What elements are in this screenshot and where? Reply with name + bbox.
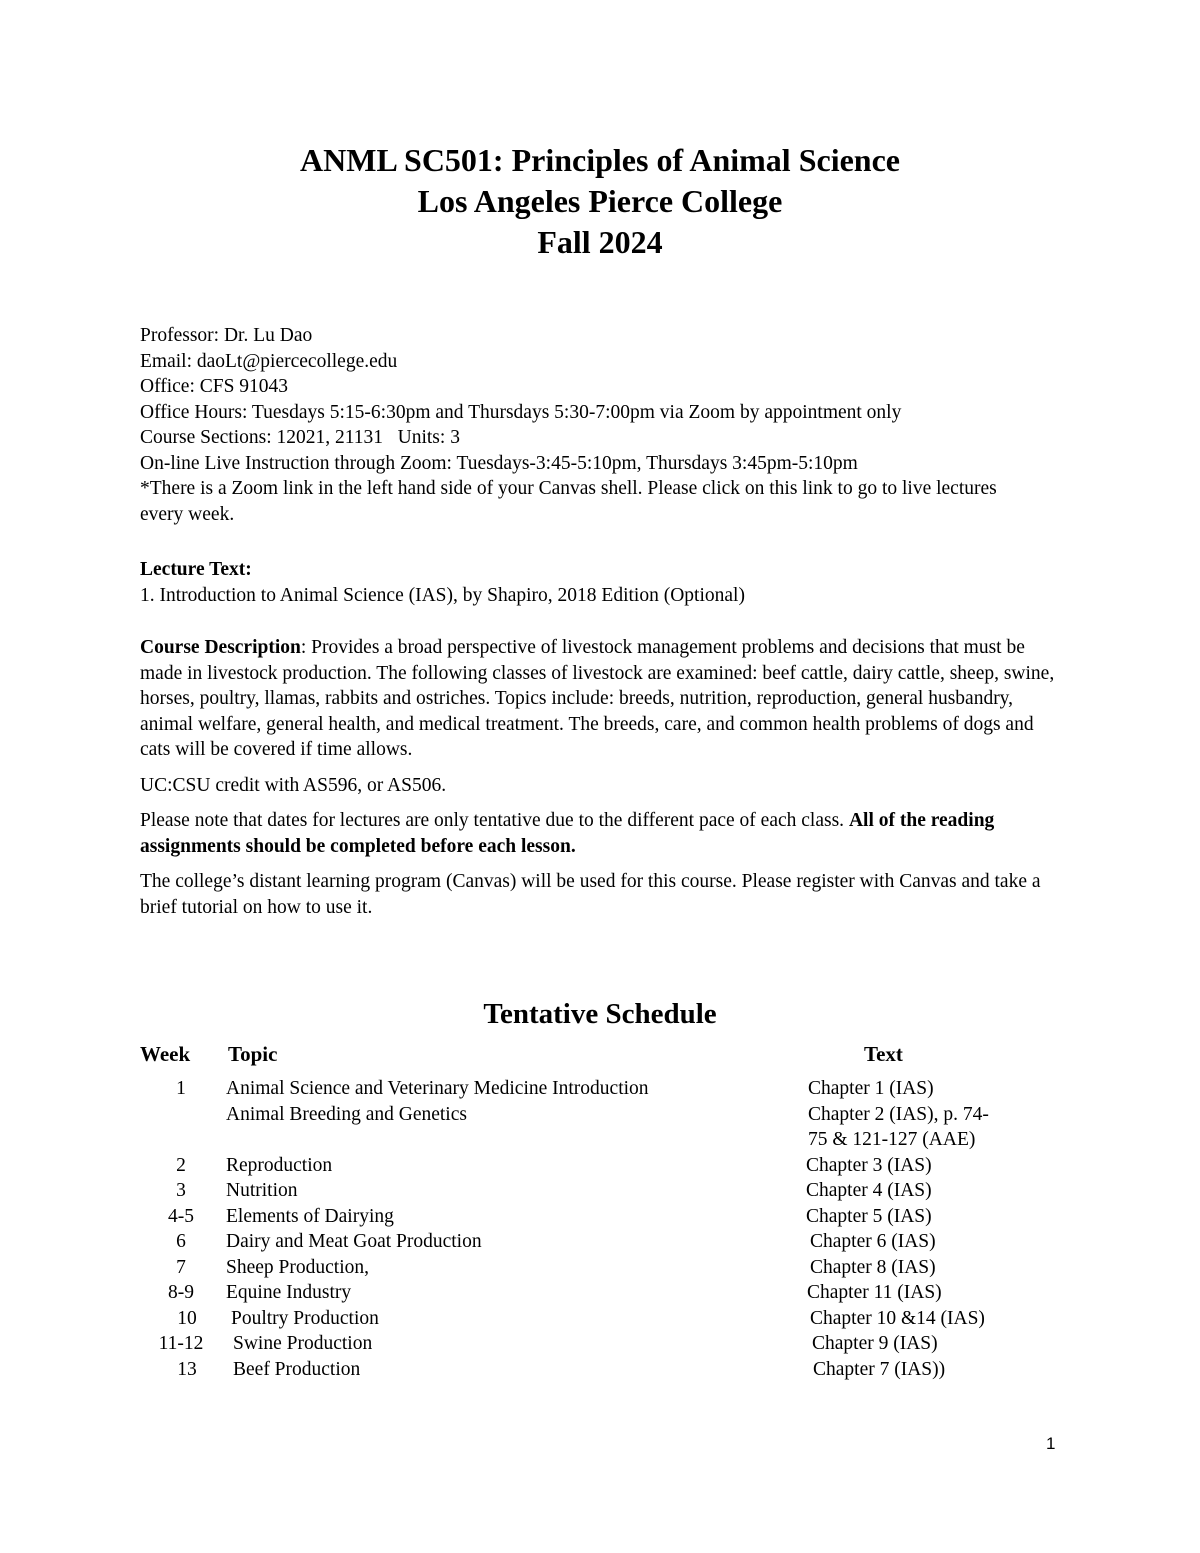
text-line: Chapter 9 (IAS): [812, 1333, 938, 1354]
college-name: Los Angeles Pierce College: [417, 183, 783, 219]
credit-note: UC:CSU credit with AS596, or AS506.: [140, 774, 447, 796]
table-row: [140, 1178, 1060, 1204]
week-cell: 13: [177, 1358, 197, 1380]
office-hours-line: [140, 400, 1060, 426]
table-row: [140, 1306, 1060, 1332]
topic-line: Animal Breeding and Genetics: [226, 1103, 467, 1125]
table-row: [140, 1229, 1060, 1255]
page-number: 1: [1046, 1434, 1056, 1453]
topic-cell: [226, 1255, 806, 1281]
table-row: [140, 1076, 1060, 1153]
text-cell: [806, 1178, 1021, 1204]
text-cell: [810, 1229, 1025, 1255]
week-cell: 6: [176, 1231, 186, 1252]
term: Fall 2024: [537, 224, 663, 260]
text-line: Chapter 10 &14 (IAS): [810, 1307, 985, 1329]
topic-line: Dairy and Meat Goat Production: [226, 1231, 482, 1252]
text-line: Chapter 11 (IAS): [807, 1282, 942, 1303]
lecture-text-section: [140, 557, 1060, 608]
text-cell: [807, 1280, 1022, 1306]
week-cell: 8-9: [168, 1282, 194, 1303]
text-cell: [808, 1076, 1023, 1153]
topic-line: Animal Science and Veterinary Medicine Introduction: [226, 1078, 649, 1099]
topic-cell: [226, 1204, 806, 1230]
topic-cell: [226, 1178, 806, 1204]
week-cell: 7: [176, 1256, 186, 1278]
topic-cell: [226, 1076, 806, 1153]
topic-spacer: [226, 1127, 806, 1153]
header-text: Text: [864, 1042, 903, 1066]
text-cell: [810, 1255, 1025, 1281]
course-info: [140, 323, 1060, 527]
topic-line: Beef Production: [233, 1358, 361, 1380]
lecture-text-label: Lecture Text:: [140, 559, 252, 580]
topic-line: Elements of Dairying: [226, 1205, 394, 1227]
text-cell: [810, 1306, 1025, 1332]
text-line: Chapter 1 (IAS): [808, 1078, 934, 1099]
office-line: Office: CFS 91043: [140, 376, 289, 397]
office-hours-value: Tuesdays 5:15-6:30pm and Thursdays 5:30-7:00pm via Zoom by appointment only: [247, 401, 902, 423]
course-title: ANML SC501: Principles of Animal Science: [300, 142, 900, 178]
topic-line: Sheep Production,: [226, 1256, 369, 1278]
document-title: [0, 140, 1200, 263]
dates-note-bold: All of the reading assignments should be completed before each lesson.: [140, 810, 995, 857]
text-cell: [806, 1153, 1021, 1179]
topic-cell: [233, 1357, 813, 1383]
office-hours-label: Office Hours:: [140, 401, 248, 423]
week-cell: 4-5: [168, 1205, 194, 1227]
schedule-title: Tentative Schedule: [483, 998, 717, 1030]
topic-cell: [226, 1153, 806, 1179]
topic-line: Poultry Production: [231, 1307, 379, 1329]
topic-cell: [231, 1306, 811, 1332]
course-description-text: : Provides a broad perspective of livestock management problems and decisions that must be made in livestock production. The following classes of livestock are examined: beef cattle, dairy cattle, sheep, swine, horses, poultry, llamas, rabbits and ostriches. Topics include: breeds, nutrition, reproduction, general husbandry, animal welfare, general health, and medical treatment. The breeds, care, and common health problems of dogs and cats will be covered if time allows.: [140, 637, 1055, 760]
topic-cell: [226, 1280, 806, 1306]
table-row: [140, 1153, 1060, 1179]
text-line: Chapter 5 (IAS): [806, 1205, 932, 1227]
email-line: Email: daoLt@piercecollege.edu: [140, 350, 398, 372]
zoom-note: *There is a Zoom link in the left hand side of your Canvas shell. Please click on this link to go to live lectures every week.: [140, 478, 997, 525]
table-row: [140, 1255, 1060, 1281]
schedule-header-row: [140, 1040, 1060, 1076]
text-line: Chapter 2 (IAS), p. 74-75 & 121-127 (AAE): [808, 1103, 989, 1150]
table-row: [140, 1331, 1060, 1357]
topic-line: Equine Industry: [226, 1282, 352, 1303]
text-cell: [806, 1204, 1021, 1230]
week-cell: 11-12: [158, 1333, 204, 1354]
table-row: [140, 1280, 1060, 1306]
topic-line: Swine Production: [233, 1333, 373, 1354]
professor-line: Professor: Dr. Lu Dao: [140, 325, 313, 346]
text-line: Chapter 6 (IAS): [810, 1231, 936, 1252]
week-cell: 10: [177, 1307, 197, 1329]
course-description-label: Course Description: [140, 637, 301, 658]
header-topic: Topic: [228, 1042, 278, 1066]
text-cell: [812, 1331, 1027, 1357]
canvas-note: The college’s distant learning program (Canvas) will be used for this course. Please register with Canvas and take a brief tutorial on how to use it.: [140, 871, 1041, 918]
topic-cell: [226, 1229, 806, 1255]
course-description-section: [140, 635, 1060, 930]
topic-line: Reproduction: [226, 1154, 333, 1176]
schedule-table: [140, 1040, 1060, 1382]
text-line: Chapter 7 (IAS)): [813, 1358, 946, 1380]
dates-note: [140, 808, 1060, 859]
topic-line: Nutrition: [226, 1180, 298, 1201]
dates-note-text: Please note that dates for lectures are only tentative due to the different pace of each class.: [140, 810, 849, 831]
text-line: Chapter 4 (IAS): [806, 1180, 932, 1201]
week-cell: 3: [176, 1180, 186, 1201]
table-row: [140, 1357, 1060, 1383]
online-instruction-line: On-line Live Instruction through Zoom: Tuesdays-3:45-5:10pm, Thursdays 3:45pm-5:10pm: [140, 452, 858, 474]
text-cell: [813, 1357, 1028, 1383]
text-line: Chapter 3 (IAS): [806, 1154, 932, 1176]
week-cell: 1: [176, 1078, 186, 1099]
text-line: Chapter 8 (IAS): [810, 1256, 936, 1278]
header-week: Week: [140, 1042, 191, 1066]
table-row: [140, 1204, 1060, 1230]
week-cell: 2: [176, 1154, 186, 1176]
sections-line: Course Sections: 12021, 21131 Units: 3: [140, 427, 460, 448]
topic-cell: [233, 1331, 813, 1357]
lecture-text-item: 1. Introduction to Animal Science (IAS), by Shapiro, 2018 Edition (Optional): [140, 584, 745, 606]
course-description: [140, 635, 1060, 763]
